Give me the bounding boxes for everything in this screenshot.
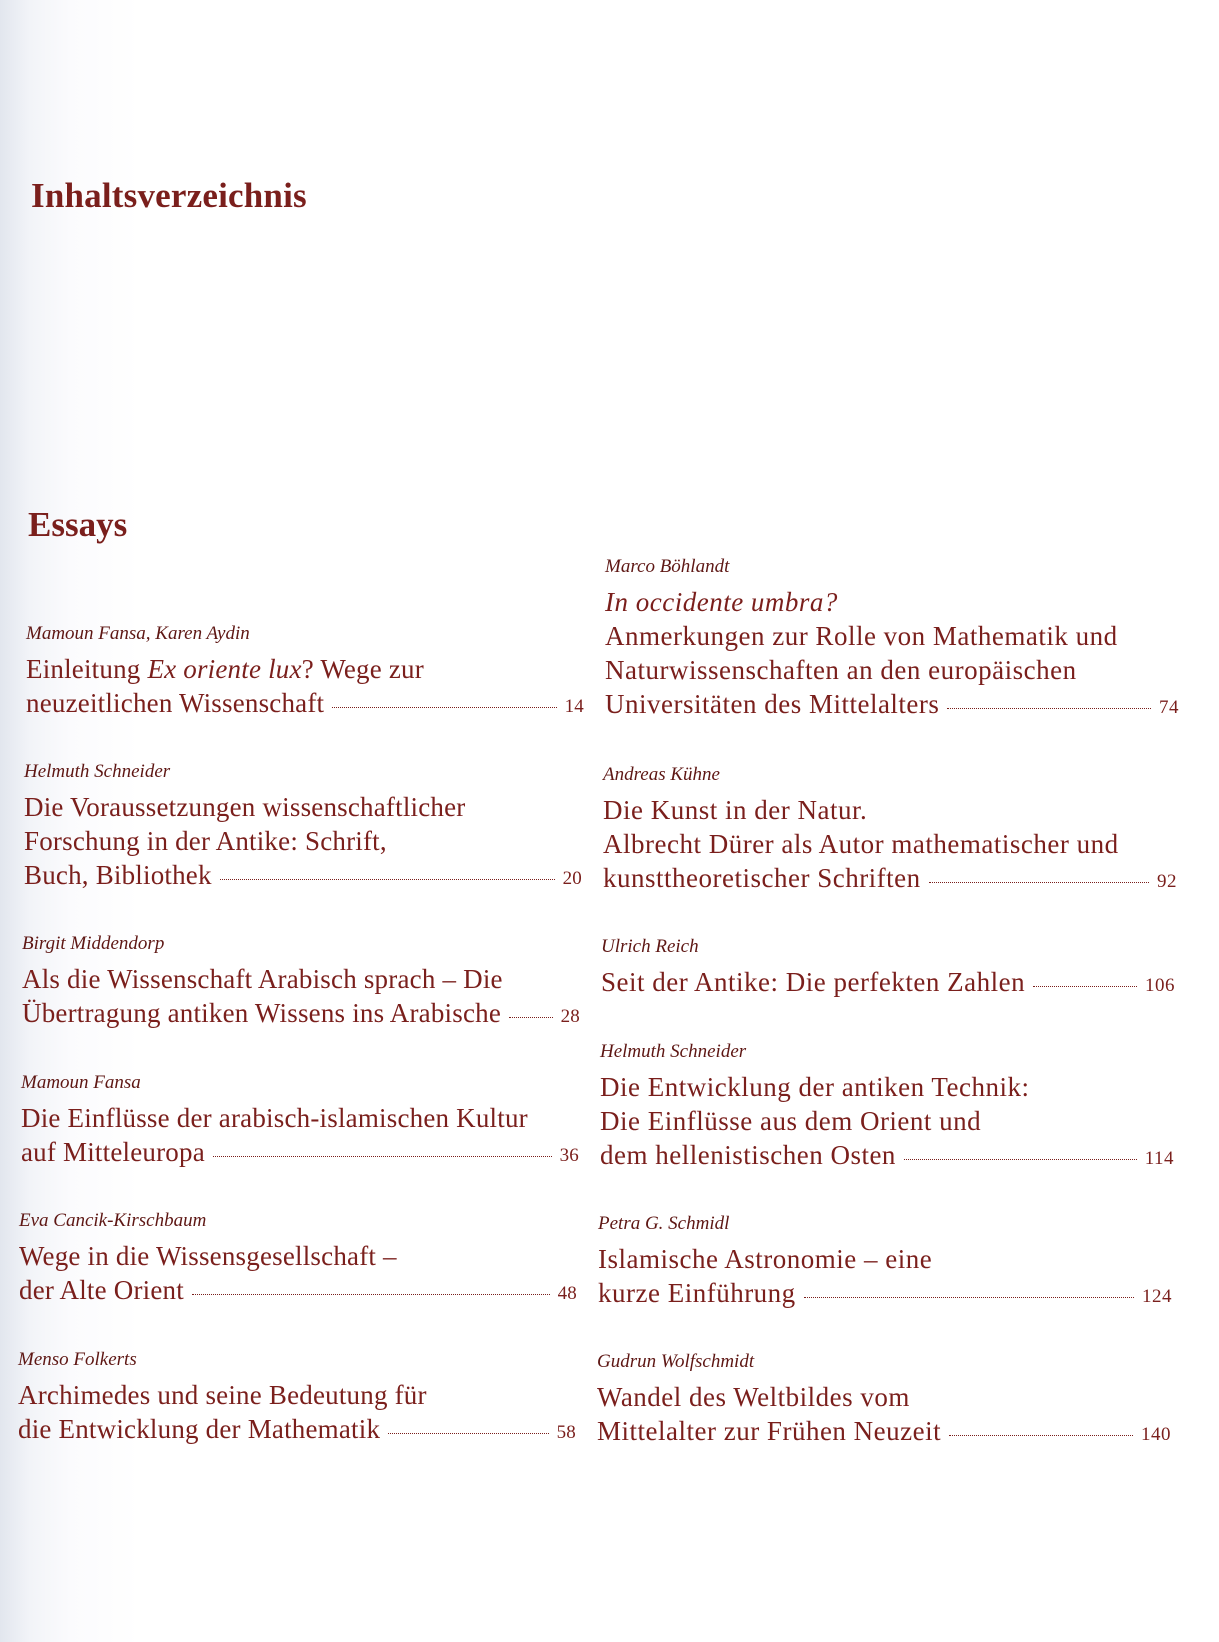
- dot-leader: [220, 879, 555, 880]
- toc-entry: [600, 1040, 1174, 1176]
- entry-title: [22, 962, 580, 1034]
- entry-title: [21, 1101, 579, 1173]
- entry-title-line: [598, 1242, 1172, 1276]
- entry-title-line: [605, 619, 1179, 653]
- entry-title-italic: Ex oriente lux: [147, 654, 302, 684]
- entry-title-line: [26, 686, 584, 724]
- entry-title-segment: Wege in die Wissensgesellschaft –: [19, 1241, 397, 1271]
- entry-author: Petra G. Schmidl: [598, 1213, 730, 1234]
- toc-entry: [24, 760, 582, 896]
- entry-title-line: [600, 1138, 1174, 1176]
- dot-leader: [904, 1159, 1137, 1160]
- page-number: 48: [557, 1283, 577, 1304]
- entry-title-text: [22, 996, 501, 1030]
- entry-author: Eva Cancik-Kirschbaum: [19, 1210, 207, 1231]
- entry-title-text: [605, 687, 939, 721]
- page-number: 114: [1144, 1148, 1174, 1169]
- entry-title-line: [18, 1378, 576, 1412]
- entry-title-text: [605, 585, 838, 619]
- entry-title-text: [598, 1242, 932, 1276]
- entry-title-text: [600, 1070, 1030, 1104]
- page-number: 28: [560, 1006, 580, 1027]
- entry-title-segment: dem hellenistischen Osten: [600, 1140, 896, 1170]
- page-number: 20: [562, 868, 582, 889]
- entry-title: [597, 1380, 1171, 1452]
- entry-title-line: [605, 585, 1179, 619]
- entry-title-segment: Islamische Astronomie – eine: [598, 1244, 933, 1274]
- entry-title-line: [18, 1412, 576, 1450]
- entry-title-line: [600, 1070, 1174, 1104]
- entry-title: [26, 652, 584, 724]
- entry-author: Helmuth Schneider: [600, 1041, 747, 1062]
- page-number: 74: [1159, 697, 1179, 718]
- page-number: 14: [564, 696, 584, 717]
- entry-title-segment: Forschung in der Antike: Schrift,: [24, 826, 387, 856]
- entry-title-segment: kurze Einführung: [598, 1278, 796, 1308]
- entry-title-text: [603, 793, 867, 827]
- entry-author: Menso Folkerts: [18, 1349, 137, 1370]
- entry-title-line: [603, 861, 1177, 899]
- toc-entry: [19, 1209, 577, 1311]
- entry-title: [598, 1242, 1172, 1314]
- entry-title-segment: Die Voraussetzungen wissenschaftlicher: [24, 792, 466, 822]
- entry-title-segment: Archimedes und seine Bedeutung für: [18, 1380, 427, 1410]
- entry-title-text: [603, 861, 921, 895]
- entry-title-line: [605, 653, 1179, 687]
- toc-entry: [26, 622, 584, 724]
- entry-title-line: [601, 965, 1175, 1003]
- entry-title-line: [22, 996, 580, 1034]
- dot-leader: [1033, 986, 1137, 987]
- entry-title-text: [19, 1273, 184, 1307]
- toc-entry: [605, 555, 1179, 725]
- entry-author: Mamoun Fansa: [21, 1072, 141, 1093]
- entry-author: Marco Böhlandt: [605, 556, 730, 577]
- dot-leader: [949, 1435, 1133, 1436]
- entry-title-segment: Seit der Antike: Die perfekten Zahlen: [601, 967, 1026, 997]
- page-number: 124: [1142, 1286, 1172, 1307]
- page-number: 106: [1145, 975, 1175, 996]
- entry-title-text: [24, 824, 387, 858]
- entry-title-segment: kunsttheoretischer Schriften: [603, 863, 921, 893]
- entry-title-segment: Die Einflüsse aus dem Orient und: [600, 1106, 982, 1136]
- entry-title-line: [24, 790, 582, 824]
- entry-title-line: [21, 1135, 579, 1173]
- entry-title-text: [605, 619, 1118, 653]
- entry-title-line: [24, 824, 582, 858]
- entry-title-segment: der Alte Orient: [19, 1275, 184, 1305]
- entry-title-segment: Die Kunst in der Natur.: [603, 795, 868, 825]
- page-number: 58: [556, 1422, 576, 1443]
- entry-title-line: [597, 1414, 1171, 1452]
- entry-title: [605, 585, 1179, 725]
- entry-title-text: [21, 1101, 528, 1135]
- entry-title-line: [22, 962, 580, 996]
- entry-title-text: [597, 1380, 910, 1414]
- entry-title-text: [600, 1138, 896, 1172]
- page-title: Inhaltsverzeichnis: [31, 176, 307, 215]
- toc-entry: [601, 935, 1175, 1003]
- entry-title-text: [598, 1276, 796, 1310]
- entry-title-line: [603, 793, 1177, 827]
- entry-title-text: [21, 1135, 205, 1169]
- entry-title-segment: Die Entwicklung der antiken Technik:: [600, 1072, 1030, 1102]
- entry-title-text: [605, 653, 1077, 687]
- entry-title-italic: In occidente umbra?: [605, 587, 838, 617]
- entry-title-text: [24, 858, 212, 892]
- entry-title-segment: die Entwicklung der Mathematik: [18, 1414, 381, 1444]
- page-number: 36: [559, 1145, 579, 1166]
- toc-entry: [18, 1348, 576, 1450]
- dot-leader: [213, 1156, 552, 1157]
- entry-title-text: [26, 652, 424, 686]
- dot-leader: [947, 708, 1151, 709]
- entry-title-line: [19, 1273, 577, 1311]
- entry-author: Andreas Kühne: [603, 764, 720, 785]
- entry-title-segment: Als die Wissenschaft Arabisch sprach – Die: [22, 964, 503, 994]
- entry-author: Helmuth Schneider: [24, 761, 171, 782]
- entry-title-line: [597, 1380, 1171, 1414]
- dot-leader: [929, 882, 1149, 883]
- entry-title-segment: Wandel des Weltbildes vom: [597, 1382, 910, 1412]
- entry-title: [19, 1239, 577, 1311]
- entry-title-line: [603, 827, 1177, 861]
- entry-title-text: [597, 1414, 941, 1448]
- entry-title-text: [22, 962, 503, 996]
- dot-leader: [388, 1433, 548, 1434]
- entry-title-text: [603, 827, 1119, 861]
- entry-title-segment: Naturwissenschaften an den europäischen: [605, 655, 1077, 685]
- entry-title-line: [24, 858, 582, 896]
- entry-title-segment: Übertragung antiken Wissens ins Arabische: [22, 998, 502, 1028]
- entry-title-segment: auf Mitteleuropa: [21, 1137, 205, 1167]
- entry-title-segment: neuzeitlichen Wissenschaft: [26, 688, 325, 718]
- toc-entry: [598, 1212, 1172, 1314]
- entry-title-line: [26, 652, 584, 686]
- entry-title-text: [24, 790, 466, 824]
- toc-entry: [22, 932, 580, 1034]
- entry-title: [600, 1070, 1174, 1176]
- entry-title-line: [600, 1104, 1174, 1138]
- entry-title-line: [21, 1101, 579, 1135]
- dot-leader: [804, 1297, 1134, 1298]
- dot-leader: [509, 1017, 553, 1018]
- entry-author: Ulrich Reich: [601, 936, 699, 957]
- section-title-essays: Essays: [28, 505, 128, 544]
- entry-title-segment: Albrecht Dürer als Autor mathematischer und: [603, 829, 1119, 859]
- entry-title: [18, 1378, 576, 1450]
- entry-title-text: [18, 1378, 427, 1412]
- entry-title: [603, 793, 1177, 899]
- entry-title-segment: ? Wege zur: [301, 654, 424, 684]
- entry-title-segment: Anmerkungen zur Rolle von Mathematik und: [605, 621, 1118, 651]
- entry-title-segment: Buch, Bibliothek: [24, 860, 212, 890]
- toc-entry: [21, 1071, 579, 1173]
- entry-title-segment: Mittelalter zur Frühen Neuzeit: [597, 1416, 942, 1446]
- entry-title-segment: Die Einflüsse der arabisch-islamischen Kultur: [21, 1103, 528, 1133]
- toc-entry: [597, 1350, 1171, 1452]
- entry-title-text: [26, 686, 324, 720]
- entry-title-text: [18, 1412, 380, 1446]
- page-number: 92: [1157, 871, 1177, 892]
- entry-title-segment: Universitäten des Mittelalters: [605, 689, 940, 719]
- page-number: 140: [1141, 1424, 1171, 1445]
- dot-leader: [192, 1294, 550, 1295]
- entry-author: Birgit Middendorp: [22, 933, 165, 954]
- entry-title-text: [601, 965, 1025, 999]
- entry-author: Gudrun Wolfschmidt: [597, 1351, 755, 1372]
- entry-title-line: [598, 1276, 1172, 1314]
- entry-title-line: [605, 687, 1179, 725]
- entry-title: [601, 965, 1175, 1003]
- entry-title: [24, 790, 582, 896]
- entry-title-text: [19, 1239, 397, 1273]
- entry-author: Mamoun Fansa, Karen Aydin: [26, 623, 250, 644]
- entry-title-segment: Einleitung: [26, 654, 148, 684]
- toc-entry: [603, 763, 1177, 899]
- dot-leader: [332, 707, 556, 708]
- entry-title-line: [19, 1239, 577, 1273]
- entry-title-text: [600, 1104, 981, 1138]
